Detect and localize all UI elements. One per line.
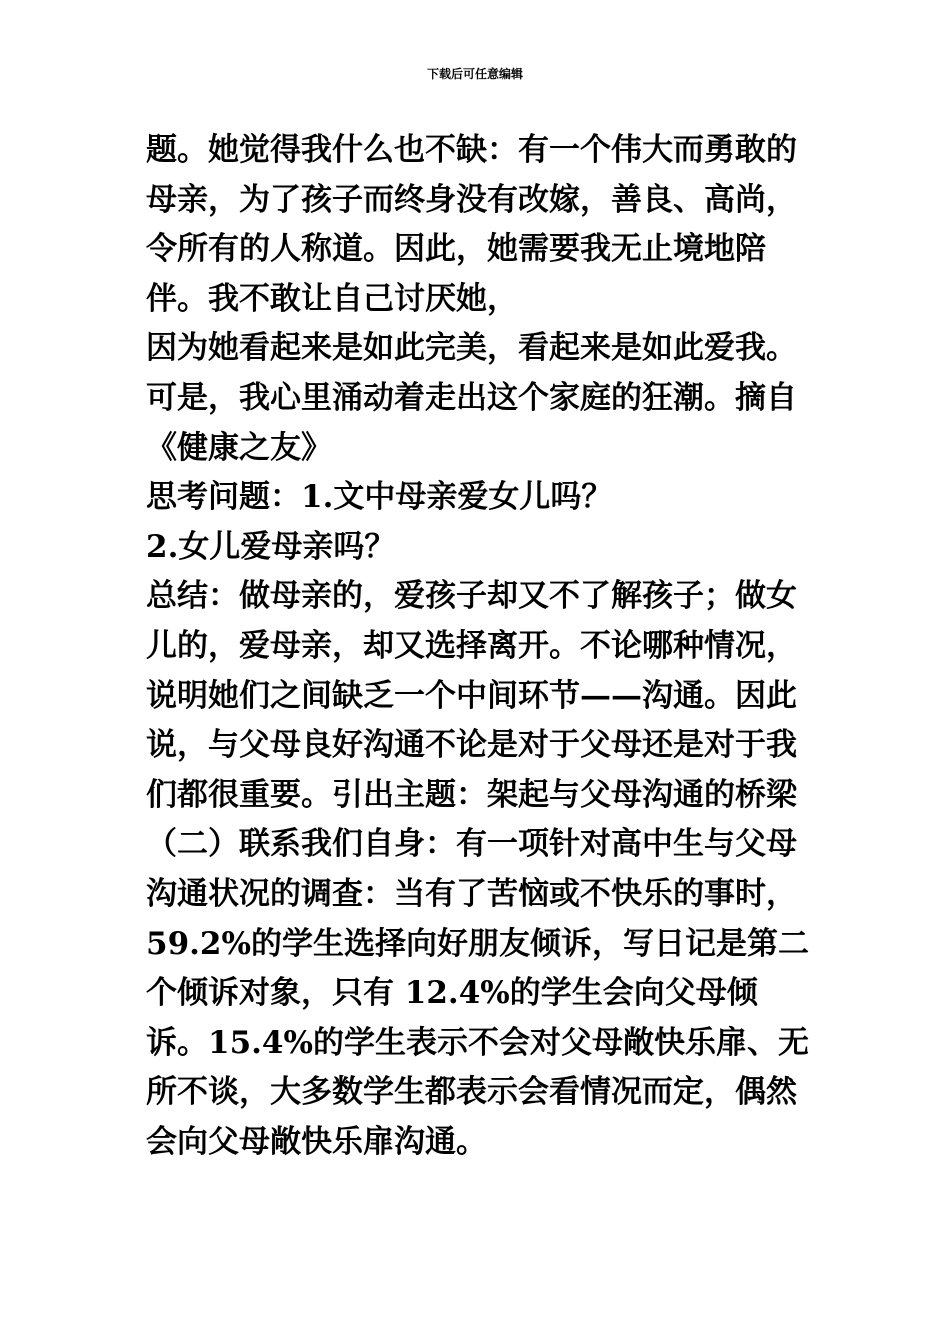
document-body	[146, 126, 811, 1167]
paragraph-4: 2.女儿爱母亲吗？	[146, 528, 396, 565]
paragraph-6: （二）联系我们自身：有一项针对高中生与父母沟通状况的调查：当有了苦恼或不快乐的事时，59.2%的学生选择向好朋友倾诉，写日记是第二个倾诉对象，只有 12.4%的学生会向父母倾诉。15.4%的学生表示不会对父母敞快乐扉、无所不谈，大多数学生都表示会看情况而定，偶然会向父母敞快乐扉沟通。	[146, 826, 809, 1160]
paragraph-3: 思考问题：1.文中母亲爱女儿吗？	[146, 479, 613, 516]
paragraph-5: 总结：做母亲的，爱孩子却又不了解孩子；做女儿的，爱母亲，却又选择离开。不论哪种情况，说明她们之间缺乏一个中间环节——沟通。因此说，与父母良好沟通不论是对于父母还是对于我们都很重要。引出主题：架起与父母沟通的桥梁	[146, 578, 797, 813]
paragraph-2: 因为她看起来是如此完美，看起来是如此爱我。可是，我心里涌动着走出这个家庭的狂潮。摘自《健康之友》	[146, 330, 797, 466]
paragraph-1: 题。她觉得我什么也不缺：有一个伟大而勇敢的母亲，为了孩子而终身没有改嫁，善良、高尚，令所有的人称道。因此，她需要我无止境地陪伴。我不敢让自己讨厌她，	[146, 132, 797, 317]
page-header-note: 下载后可任意编辑	[426, 67, 523, 81]
